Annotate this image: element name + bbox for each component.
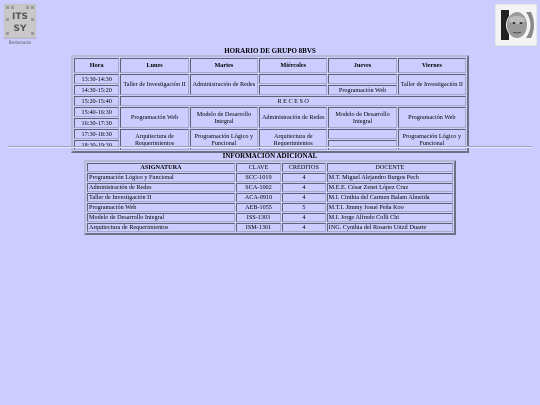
credits-cell: 4: [282, 183, 326, 192]
time-cell: 17:30-18:30: [74, 129, 119, 139]
empty-cell: [259, 85, 327, 95]
class-cell: Modelo de Desarrollo Integral: [328, 107, 396, 128]
time-cell: 15:40-16:30: [74, 107, 119, 117]
table-row: [87, 223, 453, 232]
section-divider: [8, 146, 532, 148]
schedule-row: [74, 74, 466, 84]
teacher-cell: ING. Cynthia del Rosario Uitzil Duarte: [327, 223, 453, 232]
header-miercoles: Miércoles: [259, 58, 327, 73]
credits-cell: 4: [282, 213, 326, 222]
subject-cell: Arquitectura de Requerimientos: [87, 223, 235, 232]
subject-cell: Taller de Investigación II: [87, 193, 235, 202]
info-title: INFORMACIÓN ADICIONAL: [222, 152, 318, 160]
header-docente: DOCENTE: [327, 163, 453, 172]
teacher-cell: M.I. Jorge Alfredo Colli Chi: [327, 213, 453, 222]
table-row: [87, 203, 453, 212]
empty-cell: [328, 74, 396, 84]
header-lunes: Lunes: [120, 58, 188, 73]
logo-caption: Bedamaslo: [8, 40, 32, 45]
class-cell: Programación Lógico y Funcional: [398, 129, 466, 150]
header-clave: CLAVE: [236, 163, 281, 172]
class-cell: Modelo de Desarrollo Integral: [190, 107, 258, 128]
face-logo: [495, 4, 537, 46]
empty-cell: [259, 74, 327, 84]
code-cell: ISS-1303: [236, 213, 281, 222]
recess-cell: R E C E S O: [120, 96, 466, 106]
time-cell: 14:30-15:20: [74, 85, 119, 95]
schedule-row: [74, 129, 466, 139]
credits-cell: 4: [282, 173, 326, 182]
header-viernes: Viernes: [398, 58, 466, 73]
time-cell: 18:30-19:30: [74, 140, 119, 150]
schedule-title: HORARIO DE GRUPO 8BVS: [224, 47, 316, 55]
code-cell: SCA-1002: [236, 183, 281, 192]
class-cell: Programación Lógico y Funcional: [190, 129, 258, 150]
class-cell: Taller de Investigación II: [398, 74, 466, 95]
class-cell: Programación Web: [398, 107, 466, 128]
teacher-cell: M.T.I. Jimmy Josué Peña Koo: [327, 203, 453, 212]
schedule-header-row: [74, 58, 466, 73]
credits-cell: 5: [282, 203, 326, 212]
code-cell: SCC-1019: [236, 173, 281, 182]
header-asignatura: ASIGNATURA: [87, 163, 235, 172]
class-cell: Programación Web: [120, 107, 188, 128]
logo-text-line1: ITS: [12, 12, 28, 22]
class-cell: Arquitectura de Requerimientos: [259, 129, 327, 150]
schedule-row: [74, 96, 466, 106]
header-creditos: CRÉDITOS: [282, 163, 326, 172]
class-cell: Administración de Redes: [259, 107, 327, 128]
table-row: [87, 213, 453, 222]
subject-cell: Programación Lógico y Funcional: [87, 173, 235, 182]
table-row: [87, 193, 453, 202]
class-cell: Programación Web: [328, 85, 396, 95]
code-cell: ISM-1301: [236, 223, 281, 232]
subject-cell: Modelo de Desarrollo Integral: [87, 213, 235, 222]
time-cell: 13:30-14:30: [74, 74, 119, 84]
time-cell: 16:30-17:30: [74, 118, 119, 128]
itsy-logo: [4, 4, 36, 46]
info-header-row: [87, 163, 453, 172]
teacher-cell: M.I. Cinthia del Carmen Balam Almeida: [327, 193, 453, 202]
header-hora: Hora: [74, 58, 119, 73]
class-cell: Arquitectura de Requerimientos: [120, 129, 188, 150]
empty-cell: [328, 129, 396, 139]
class-cell: Administración de Redes: [190, 74, 258, 95]
header-martes: Martes: [190, 58, 258, 73]
teacher-cell: M.T. Miguel Alejandro Burgos Pech: [327, 173, 453, 182]
credits-cell: 4: [282, 193, 326, 202]
header-jueves: Jueves: [328, 58, 396, 73]
logo-text-line2: SY: [13, 24, 27, 34]
time-cell: 15:20-15:40: [74, 96, 119, 106]
table-row: [87, 183, 453, 192]
code-cell: AEB-1055: [236, 203, 281, 212]
info-table: [84, 160, 456, 235]
schedule-table: [71, 55, 469, 153]
empty-cell: [328, 140, 396, 150]
class-cell: Taller de Investigación II: [120, 74, 188, 95]
code-cell: ACA-0910: [236, 193, 281, 202]
subject-cell: Administración de Redes: [87, 183, 235, 192]
subject-cell: Programación Web: [87, 203, 235, 212]
credits-cell: 4: [282, 223, 326, 232]
schedule-row: [74, 107, 466, 117]
teacher-cell: M.E.E. César Zenet López Cruz: [327, 183, 453, 192]
table-row: [87, 173, 453, 182]
